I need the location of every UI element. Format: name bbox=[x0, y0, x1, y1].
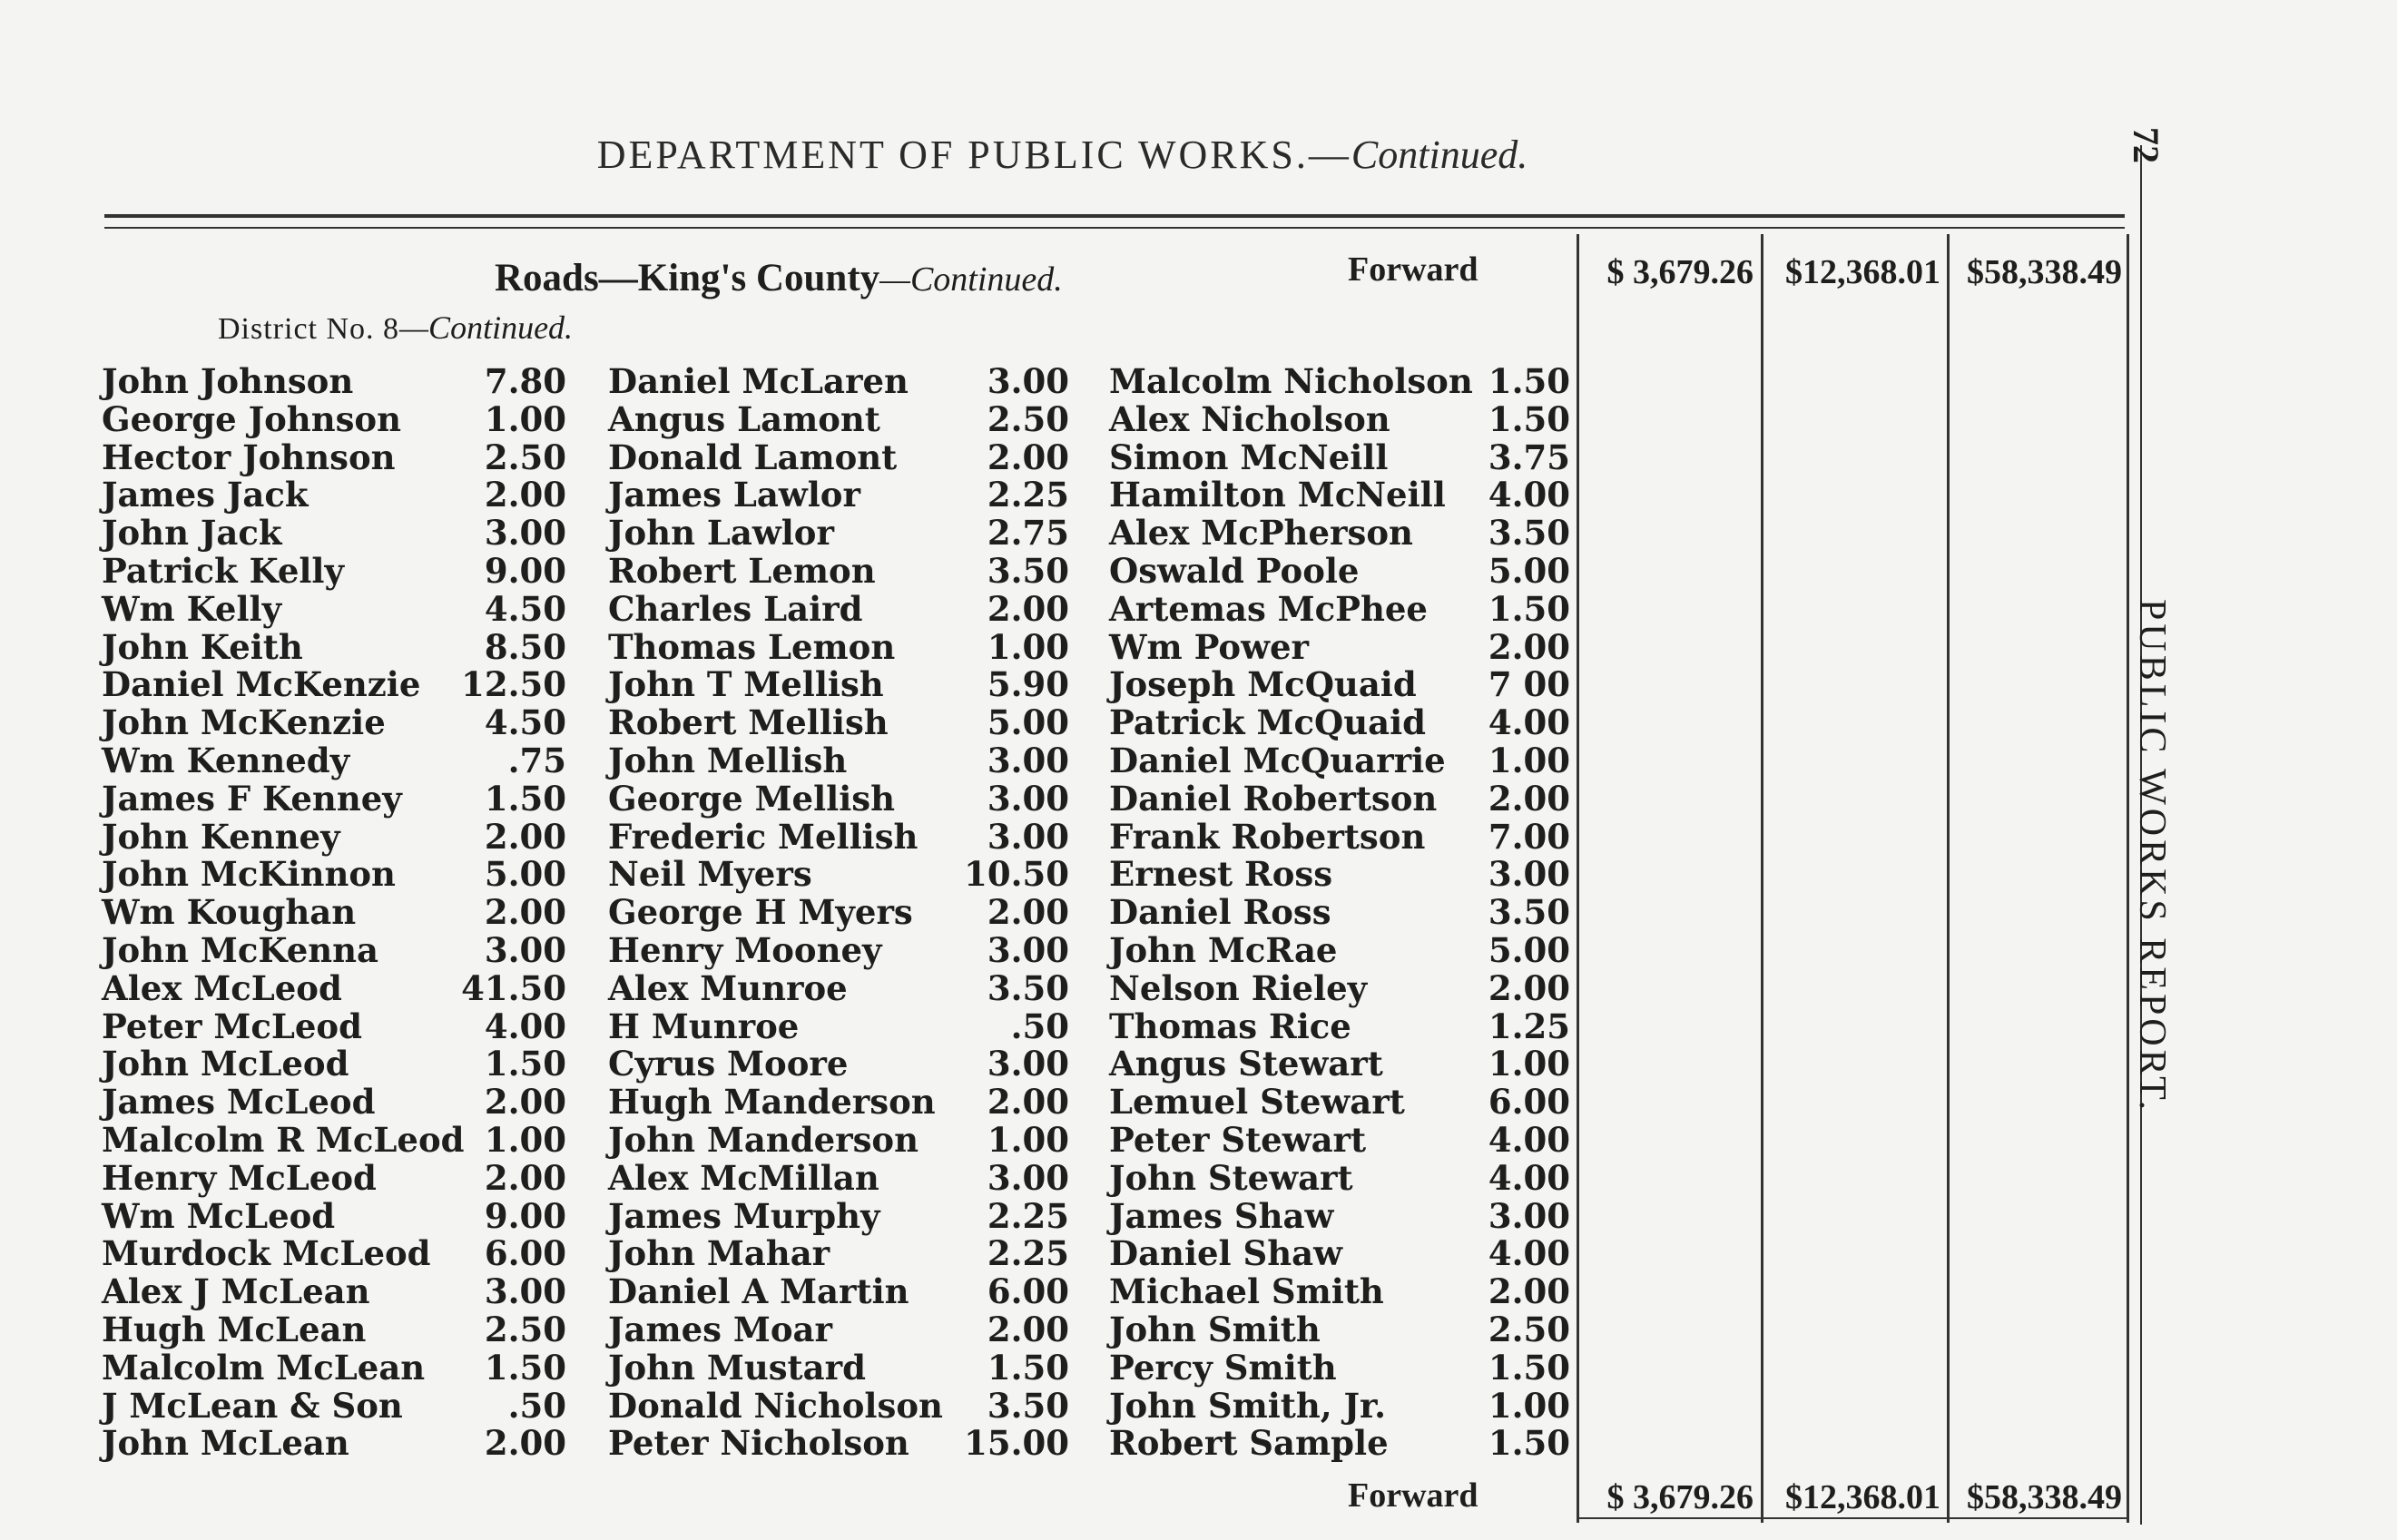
entry-row bbox=[608, 588, 1069, 629]
entry-amount: 6.00 bbox=[987, 1271, 1069, 1312]
entry-amount: 2.50 bbox=[484, 436, 566, 477]
entry-row bbox=[102, 816, 566, 857]
entry-name: Robert Mellish bbox=[608, 702, 889, 743]
entry-row bbox=[1109, 967, 1570, 1008]
entry-row bbox=[608, 436, 1069, 477]
entry-name: Donald Nicholson bbox=[608, 1385, 943, 1426]
entry-amount: 2.00 bbox=[987, 588, 1069, 629]
entry-name: Cyrus Moore bbox=[608, 1044, 849, 1084]
entry-amount: 8.50 bbox=[484, 626, 566, 667]
entry-amount: 3.00 bbox=[987, 930, 1069, 970]
entry-row bbox=[102, 363, 566, 401]
entry-amount: 2.50 bbox=[484, 1309, 566, 1349]
entry-row bbox=[102, 856, 566, 894]
entry-amount: 1.00 bbox=[1488, 1385, 1570, 1426]
entry-name: Hugh Manderson bbox=[608, 1082, 936, 1123]
entry-row bbox=[1109, 1349, 1570, 1388]
entry-row bbox=[1109, 398, 1570, 439]
entry-amount: 2.25 bbox=[987, 1195, 1069, 1236]
entry-amount: 5.00 bbox=[987, 702, 1069, 743]
entry-name: Nelson Rieley bbox=[1109, 967, 1368, 1008]
entry-row bbox=[102, 1005, 566, 1046]
entry-name: Hamilton McNeill bbox=[1109, 475, 1446, 515]
top-rule-thick bbox=[104, 214, 2125, 218]
entry-row bbox=[102, 476, 566, 515]
entry-row bbox=[102, 398, 566, 439]
entry-name: Wm Koughan bbox=[102, 892, 357, 933]
header-continued: Continued. bbox=[1351, 132, 1528, 177]
entry-name: George Johnson bbox=[102, 398, 402, 439]
bottom-total-rule bbox=[1577, 1517, 2127, 1519]
entry-name: Daniel McQuarrie bbox=[1109, 741, 1446, 780]
entry-amount: 4.50 bbox=[484, 702, 566, 743]
entry-row bbox=[1109, 1005, 1570, 1046]
entry-row bbox=[608, 894, 1069, 932]
entry-row bbox=[1109, 932, 1570, 970]
entry-name: Frank Robertson bbox=[1109, 816, 1426, 857]
entry-name: James Lawlor bbox=[608, 475, 860, 515]
section-continued: —Continued. bbox=[879, 260, 1063, 299]
entry-row bbox=[102, 515, 566, 553]
entry-amount: 9.00 bbox=[484, 1195, 566, 1236]
entry-amount: 4.00 bbox=[1488, 1157, 1570, 1198]
entry-row bbox=[1109, 1385, 1570, 1426]
entry-name: Neil Myers bbox=[608, 854, 812, 895]
entry-row bbox=[102, 1311, 566, 1349]
entry-amount: 9.00 bbox=[484, 551, 566, 591]
entry-name: John T Mellish bbox=[608, 664, 884, 705]
entry-row bbox=[1109, 553, 1570, 591]
amount-column-line-2 bbox=[1761, 234, 1763, 1523]
entry-amount: 1.25 bbox=[1488, 1005, 1570, 1046]
entry-row bbox=[608, 1195, 1069, 1236]
entry-name: John Stewart bbox=[1109, 1157, 1353, 1198]
entry-row bbox=[1109, 626, 1570, 667]
entry-name: Malcolm Nicholson bbox=[1109, 361, 1473, 401]
entry-amount: 2.00 bbox=[484, 475, 566, 515]
entry-row bbox=[608, 1157, 1069, 1198]
entry-row bbox=[102, 932, 566, 970]
entry-amount: 5.00 bbox=[1488, 551, 1570, 591]
entry-row bbox=[102, 894, 566, 932]
entry-amount: 3.00 bbox=[1488, 854, 1570, 895]
entry-name: Oswald Poole bbox=[1109, 551, 1360, 591]
entry-row bbox=[102, 1385, 566, 1426]
entry-row bbox=[608, 704, 1069, 742]
entry-row bbox=[102, 742, 566, 780]
entry-amount: 4.50 bbox=[484, 588, 566, 629]
entry-row bbox=[608, 626, 1069, 667]
entry-name: Patrick McQuaid bbox=[1109, 702, 1427, 743]
entry-amount: 1.50 bbox=[1488, 588, 1570, 629]
entry-name: Murdock McLeod bbox=[102, 1233, 431, 1274]
entry-name: Malcolm R McLeod bbox=[102, 1120, 465, 1160]
entry-name: John Kenney bbox=[102, 816, 340, 857]
entry-amount: 7.80 bbox=[484, 361, 566, 401]
entry-row bbox=[102, 1122, 566, 1160]
entry-row bbox=[102, 666, 566, 704]
entry-name: James Moar bbox=[608, 1309, 832, 1349]
entry-amount: 3.00 bbox=[1488, 1195, 1570, 1236]
forward-amount-bottom-1: $ 3,679.26 bbox=[1606, 1478, 1754, 1516]
entry-row bbox=[1109, 1425, 1570, 1463]
district-label bbox=[218, 309, 573, 347]
entry-amount: 2.50 bbox=[987, 398, 1069, 439]
entry-row bbox=[608, 1311, 1069, 1349]
entry-row bbox=[1109, 1045, 1570, 1084]
entry-amount: 1.50 bbox=[1488, 1347, 1570, 1388]
entry-name: Robert Lemon bbox=[608, 551, 876, 591]
entry-name: John McLean bbox=[102, 1423, 349, 1464]
entry-amount: 15.00 bbox=[964, 1423, 1069, 1464]
entry-amount: 1.00 bbox=[1488, 741, 1570, 780]
entry-amount: 3.00 bbox=[987, 1157, 1069, 1198]
entry-amount: 3.50 bbox=[1488, 892, 1570, 933]
header-title: DEPARTMENT OF PUBLIC WORKS.— bbox=[596, 132, 1351, 177]
entry-amount: 2.00 bbox=[987, 1082, 1069, 1123]
entry-amount: .50 bbox=[507, 1385, 566, 1426]
entry-row bbox=[608, 1385, 1069, 1426]
entry-amount: 1.50 bbox=[1488, 1423, 1570, 1464]
entry-name: Wm Power bbox=[1109, 626, 1309, 667]
entry-name: Daniel McLaren bbox=[608, 361, 909, 401]
entry-amount: 5.00 bbox=[1488, 930, 1570, 970]
entry-amount: 4.00 bbox=[1488, 1233, 1570, 1274]
entry-amount: 3.00 bbox=[484, 513, 566, 554]
forward-amount-top-1: $ 3,679.26 bbox=[1606, 253, 1754, 291]
entry-amount: 2.25 bbox=[987, 475, 1069, 515]
entry-amount: 3.00 bbox=[987, 816, 1069, 857]
entry-amount: 4.00 bbox=[1488, 475, 1570, 515]
entry-row bbox=[102, 436, 566, 477]
district-continued: —Continued. bbox=[399, 309, 574, 346]
entry-amount: 12.50 bbox=[461, 664, 566, 705]
entry-amount: 41.50 bbox=[461, 967, 566, 1008]
entry-name: John Keith bbox=[102, 626, 303, 667]
entry-amount: .75 bbox=[507, 741, 566, 780]
entry-row bbox=[1109, 588, 1570, 629]
entry-name: Malcolm McLean bbox=[102, 1347, 426, 1388]
entry-name: Simon McNeill bbox=[1109, 436, 1389, 477]
entry-row bbox=[1109, 1311, 1570, 1349]
entry-amount: 1.50 bbox=[987, 1347, 1069, 1388]
forward-amount-top-2: $12,368.01 bbox=[1785, 253, 1940, 291]
entry-amount: 3.00 bbox=[484, 930, 566, 970]
entry-row bbox=[102, 1084, 566, 1122]
entry-row bbox=[608, 816, 1069, 857]
entry-name: H Munroe bbox=[608, 1005, 800, 1046]
entry-name: Wm McLeod bbox=[102, 1195, 336, 1236]
entry-row bbox=[1109, 704, 1570, 742]
entry-row bbox=[1109, 1122, 1570, 1160]
entry-amount: 3.00 bbox=[987, 361, 1069, 401]
forward-label-bottom: Forward bbox=[1348, 1476, 1478, 1515]
entry-name: Angus Stewart bbox=[1109, 1044, 1383, 1084]
entry-name: John Mahar bbox=[608, 1233, 830, 1274]
entry-row bbox=[1109, 780, 1570, 819]
entry-amount: 4.00 bbox=[484, 1005, 566, 1046]
entry-row bbox=[102, 1273, 566, 1311]
entry-row bbox=[102, 1157, 566, 1198]
entry-name: Hector Johnson bbox=[102, 436, 396, 477]
entry-name: John Mellish bbox=[608, 741, 848, 780]
entry-row bbox=[1109, 894, 1570, 932]
top-rule-thin bbox=[104, 227, 2125, 229]
entry-amount: 1.00 bbox=[484, 398, 566, 439]
entry-name: Henry Mooney bbox=[608, 930, 882, 970]
entry-amount: 7.00 bbox=[1488, 816, 1570, 857]
entry-name: Alex McLeod bbox=[102, 967, 342, 1008]
entry-name: James Shaw bbox=[1109, 1195, 1334, 1236]
entry-row bbox=[102, 588, 566, 629]
entry-amount: 5.90 bbox=[987, 664, 1069, 705]
entry-name: Peter McLeod bbox=[102, 1005, 362, 1046]
amount-column-line-4 bbox=[2127, 234, 2129, 1523]
entry-amount: 1.50 bbox=[1488, 361, 1570, 401]
entry-name: J McLean & Son bbox=[102, 1385, 403, 1426]
entry-row bbox=[1109, 816, 1570, 857]
entry-amount: 2.00 bbox=[484, 892, 566, 933]
entry-amount: 10.50 bbox=[964, 854, 1069, 895]
entry-row bbox=[1109, 742, 1570, 780]
entry-amount: 2.25 bbox=[987, 1233, 1069, 1274]
entry-amount: 3.50 bbox=[987, 967, 1069, 1008]
entry-amount: 1.50 bbox=[484, 1044, 566, 1084]
entry-name: Thomas Rice bbox=[1109, 1005, 1351, 1046]
entry-name: Alex McMillan bbox=[608, 1157, 879, 1198]
entry-row bbox=[102, 1425, 566, 1463]
entry-name: George Mellish bbox=[608, 778, 895, 819]
entry-amount: 1.50 bbox=[484, 778, 566, 819]
entry-name: Daniel Shaw bbox=[1109, 1233, 1342, 1274]
entry-row bbox=[102, 780, 566, 819]
entry-row bbox=[1109, 856, 1570, 894]
entry-name: John McRae bbox=[1109, 930, 1338, 970]
entry-amount: 3.00 bbox=[987, 741, 1069, 780]
entry-amount: 2.50 bbox=[1488, 1309, 1570, 1349]
entry-amount: 7 00 bbox=[1488, 664, 1570, 705]
entry-amount: 3.50 bbox=[987, 1385, 1069, 1426]
entry-name: John McKenzie bbox=[102, 702, 386, 743]
entry-amount: 2.00 bbox=[1488, 1271, 1570, 1312]
entry-amount: 2.00 bbox=[987, 1309, 1069, 1349]
entry-name: Patrick Kelly bbox=[102, 551, 344, 591]
entry-row bbox=[102, 704, 566, 742]
entry-row bbox=[1109, 1195, 1570, 1236]
entry-row bbox=[608, 553, 1069, 591]
entry-name: Hugh McLean bbox=[102, 1309, 367, 1349]
entry-name: John Jack bbox=[102, 513, 282, 554]
entry-name: Donald Lamont bbox=[608, 436, 898, 477]
entry-row bbox=[608, 666, 1069, 704]
entry-row bbox=[608, 780, 1069, 819]
entry-name: Wm Kelly bbox=[102, 588, 282, 629]
forward-amount-bottom-2: $12,368.01 bbox=[1785, 1478, 1940, 1516]
entry-name: Joseph McQuaid bbox=[1109, 664, 1417, 705]
entry-amount: 3.50 bbox=[1488, 513, 1570, 554]
entry-name: James Jack bbox=[102, 475, 309, 515]
entry-amount: 6.00 bbox=[484, 1233, 566, 1274]
entry-name: John Smith, Jr. bbox=[1109, 1385, 1387, 1426]
entry-row bbox=[102, 553, 566, 591]
district-label-text: District No. 8 bbox=[218, 312, 400, 346]
entry-amount: 1.00 bbox=[987, 1120, 1069, 1160]
entry-row bbox=[608, 967, 1069, 1008]
entry-name: John Mustard bbox=[608, 1347, 866, 1388]
entry-amount: 2.00 bbox=[1488, 626, 1570, 667]
forward-label-top: Forward bbox=[1348, 250, 1478, 289]
entry-name: Charles Laird bbox=[608, 588, 863, 629]
entry-row bbox=[1109, 1084, 1570, 1122]
entry-row bbox=[102, 1235, 566, 1273]
entry-row bbox=[102, 967, 566, 1008]
entry-row bbox=[1109, 1157, 1570, 1198]
entry-amount: 2.00 bbox=[1488, 967, 1570, 1008]
entry-amount: 2.00 bbox=[484, 816, 566, 857]
entry-row bbox=[608, 1273, 1069, 1311]
entry-row bbox=[102, 1349, 566, 1388]
entry-amount: 2.00 bbox=[1488, 778, 1570, 819]
entry-name: John McKinnon bbox=[102, 854, 396, 895]
entry-name: Peter Nicholson bbox=[608, 1423, 909, 1464]
entry-row bbox=[1109, 1235, 1570, 1273]
entry-amount: 3.00 bbox=[484, 1271, 566, 1312]
entry-name: George H Myers bbox=[608, 892, 913, 933]
section-title-text: Roads—King's County bbox=[495, 257, 880, 299]
entry-row bbox=[1109, 476, 1570, 515]
entry-name: Alex J McLean bbox=[102, 1271, 370, 1312]
entry-name: Angus Lamont bbox=[608, 398, 880, 439]
forward-amount-top-3: $58,338.49 bbox=[1967, 253, 2122, 291]
entry-row bbox=[608, 742, 1069, 780]
entry-row bbox=[1109, 1273, 1570, 1311]
entry-name: James F Kenney bbox=[102, 778, 402, 819]
entry-amount: 4.00 bbox=[1488, 702, 1570, 743]
entry-row bbox=[608, 856, 1069, 894]
entry-name: John McLeod bbox=[102, 1044, 349, 1084]
entry-name: Daniel McKenzie bbox=[102, 664, 421, 705]
entry-name: Peter Stewart bbox=[1109, 1120, 1367, 1160]
entry-name: John Lawlor bbox=[608, 513, 834, 554]
entry-row bbox=[102, 626, 566, 667]
entry-amount: 2.75 bbox=[987, 513, 1069, 554]
amount-column-line-3 bbox=[1947, 234, 1950, 1523]
entry-name: Ernest Ross bbox=[1109, 854, 1333, 895]
entry-row bbox=[608, 1045, 1069, 1084]
entry-amount: 2.00 bbox=[484, 1423, 566, 1464]
entry-row bbox=[608, 1235, 1069, 1273]
entry-name: Michael Smith bbox=[1109, 1271, 1384, 1312]
entry-row bbox=[608, 1349, 1069, 1388]
entry-row bbox=[102, 1045, 566, 1084]
entry-amount: 3.75 bbox=[1488, 436, 1570, 477]
entry-row bbox=[608, 476, 1069, 515]
entry-row bbox=[608, 1425, 1069, 1463]
entry-amount: 1.00 bbox=[484, 1120, 566, 1160]
entry-name: John Manderson bbox=[608, 1120, 919, 1160]
entry-name: Artemas McPhee bbox=[1109, 588, 1428, 629]
entry-name: John Johnson bbox=[102, 361, 354, 401]
entry-name: Wm Kennedy bbox=[102, 741, 350, 780]
entry-amount: 3.50 bbox=[987, 551, 1069, 591]
entry-amount: 3.00 bbox=[987, 1044, 1069, 1084]
entry-amount: 1.50 bbox=[484, 1347, 566, 1388]
entry-amount: 2.00 bbox=[987, 892, 1069, 933]
side-running-title: PUBLIC WORKS REPORT. bbox=[2131, 599, 2173, 1114]
entry-name: Frederic Mellish bbox=[608, 816, 919, 857]
entry-name: Alex Nicholson bbox=[1109, 398, 1390, 439]
entry-row bbox=[1109, 666, 1570, 704]
entry-name: Daniel Robertson bbox=[1109, 778, 1438, 819]
entry-row bbox=[608, 1122, 1069, 1160]
entry-amount: 1.00 bbox=[1488, 1044, 1570, 1084]
entry-amount: 2.00 bbox=[987, 436, 1069, 477]
entry-name: Henry McLeod bbox=[102, 1157, 377, 1198]
section-title bbox=[495, 256, 1063, 300]
entry-amount: 2.00 bbox=[484, 1157, 566, 1198]
entry-name: James McLeod bbox=[102, 1082, 376, 1123]
entry-name: John Smith bbox=[1109, 1309, 1321, 1349]
entry-amount: .50 bbox=[1010, 1005, 1069, 1046]
entry-name: Daniel A Martin bbox=[608, 1271, 909, 1312]
page-header bbox=[0, 132, 2125, 178]
entry-amount: 1.50 bbox=[1488, 398, 1570, 439]
entry-row bbox=[1109, 436, 1570, 477]
entry-amount: 3.00 bbox=[987, 778, 1069, 819]
entry-amount: 2.00 bbox=[484, 1082, 566, 1123]
entry-name: Percy Smith bbox=[1109, 1347, 1337, 1388]
entry-row bbox=[608, 1084, 1069, 1122]
entry-row bbox=[608, 932, 1069, 970]
entry-amount: 6.00 bbox=[1488, 1082, 1570, 1123]
entry-row bbox=[608, 1005, 1069, 1046]
entry-row bbox=[608, 398, 1069, 439]
entry-name: Daniel Ross bbox=[1109, 892, 1331, 933]
entry-name: John McKenna bbox=[102, 930, 379, 970]
entry-name: Alex Munroe bbox=[608, 967, 848, 1008]
entry-amount: 5.00 bbox=[484, 854, 566, 895]
entry-name: Robert Sample bbox=[1109, 1423, 1389, 1464]
entry-row bbox=[1109, 363, 1570, 401]
entry-name: Thomas Lemon bbox=[608, 626, 896, 667]
entry-name: James Murphy bbox=[608, 1195, 880, 1236]
entry-row bbox=[102, 1195, 566, 1236]
entry-amount: 4.00 bbox=[1488, 1120, 1570, 1160]
page-number: 72 bbox=[2126, 127, 2166, 163]
entry-row bbox=[608, 363, 1069, 401]
amount-column-line-1 bbox=[1577, 234, 1579, 1523]
entry-amount: 1.00 bbox=[987, 626, 1069, 667]
entry-row bbox=[608, 515, 1069, 553]
forward-amount-bottom-3: $58,338.49 bbox=[1967, 1478, 2122, 1516]
entry-name: Alex McPherson bbox=[1109, 513, 1413, 554]
entry-row bbox=[1109, 515, 1570, 553]
entry-name: Lemuel Stewart bbox=[1109, 1082, 1405, 1123]
